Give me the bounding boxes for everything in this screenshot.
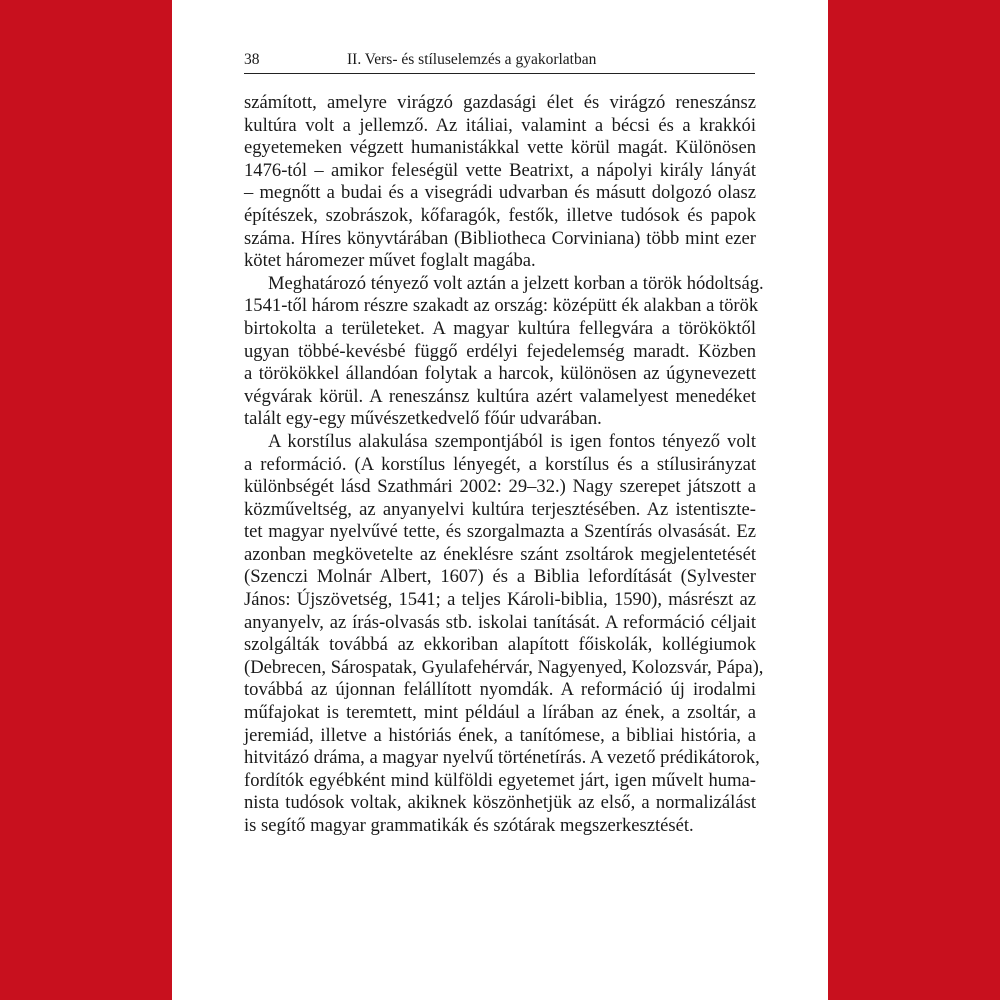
text-line: azonban megkövetelte az éneklésre szánt zsoltárok megjelentetését [244, 543, 756, 565]
running-head [244, 51, 755, 74]
text-line: anyanyelv, az írás-olvasás stb. iskolai tanítását. A reformáció céljait [244, 611, 756, 633]
text-line: (Szenczi Molnár Albert, 1607) és a Biblia lefordítását (Sylvester [244, 566, 756, 588]
text-line: műfajokat is teremtett, mint például a lírában az ének, a zsoltár, a [244, 702, 756, 724]
body-text [244, 92, 764, 838]
book-page [172, 0, 828, 1000]
text-line: ugyan többé-kevésbé függő erdélyi fejedelemség maradt. Közben [244, 340, 756, 362]
text-line: jeremiád, illetve a históriás ének, a tanítómese, a bibliai história, a [244, 724, 756, 746]
text-line: végvárak körül. A reneszánsz kultúra azért valamelyest menedéket [244, 385, 756, 407]
text-line: (Debrecen, Sárospatak, Gyulafehérvár, Nagyenyed, Kolozsvár, Pápa), [244, 656, 764, 678]
paragraph [244, 92, 756, 273]
text-line: kötet háromezer művet foglalt magába. [244, 250, 536, 272]
text-line: nista tudósok voltak, akiknek köszönhetjük az első, a normalizálást [244, 792, 756, 814]
text-line: számított, amelyre virágzó gazdasági élet és virágzó reneszánsz [244, 92, 756, 113]
text-line: egyetemeken végzett humanistákkal vette körül magát. Különösen [244, 137, 756, 159]
text-line: hitvitázó dráma, a magyar nyelvű történetírás. A vezető prédikátorok, [244, 747, 760, 769]
text-line: különbségét lásd Szathmári 2002: 29–32.) Nagy szerepet játszott a [244, 476, 756, 498]
running-title: II. Vers- és stíluselemzés a gyakorlatban [347, 51, 597, 68]
text-line: A korstílus alakulása szempontjából is igen fontos tényező volt [268, 430, 756, 452]
text-line: talált egy-egy művészetkedvelő főúr udvarában. [244, 408, 602, 430]
text-line: a törökökkel állandóan folytak a harcok, különösen az úgynevezett [244, 363, 756, 385]
page-number: 38 [244, 51, 260, 68]
text-line: kultúra volt a jellemző. Az itáliai, valamint a bécsi és a krakkói [244, 114, 756, 136]
text-line: 1541-től három részre szakadt az ország: középütt ék alakban a török [244, 295, 759, 317]
paragraph [244, 272, 764, 431]
text-line: 1476-tól – amikor feleségül vette Beatrixt, a nápolyi király lányát [244, 159, 756, 181]
text-line: közműveltség, az anyanyelvi kultúra terjesztésében. Az istentiszte- [244, 498, 756, 520]
text-line: János: Újszövetség, 1541; a teljes Károli-biblia, 1590), másrészt az [244, 589, 756, 611]
text-line: is segítő magyar grammatikák és szótárak megszerkesztését. [244, 815, 694, 836]
paragraph [244, 430, 764, 838]
text-line: – megnőtt a budai és a visegrádi udvarban és másutt dolgozó olasz [244, 182, 756, 204]
text-line: építészek, szobrászok, kőfaragók, festők, illetve tudósok és papok [244, 204, 756, 226]
text-line: fordítók egyébként mind külföldi egyetemet járt, igen művelt huma- [244, 769, 756, 791]
text-line: birtokolta a területeket. A magyar kultúra fellegvára a törököktől [244, 317, 756, 339]
text-line: szolgálták továbbá az ekkoriban alapított főiskolák, kollégiumok [244, 634, 756, 656]
text-line: tet magyar nyelvűvé tette, és szorgalmazta a Szentírás olvasását. Ez [244, 521, 756, 543]
text-line: a reformáció. (A korstílus lényegét, a korstílus és a stílusirányzat [244, 453, 756, 475]
text-line: száma. Híres könyvtárában (Bibliotheca Corviniana) több mint ezer [244, 227, 756, 249]
text-line: Meghatározó tényező volt aztán a jelzett korban a török hódoltság. [268, 272, 764, 294]
text-line: továbbá az újonnan felállított nyomdák. A reformáció új irodalmi [244, 679, 756, 701]
